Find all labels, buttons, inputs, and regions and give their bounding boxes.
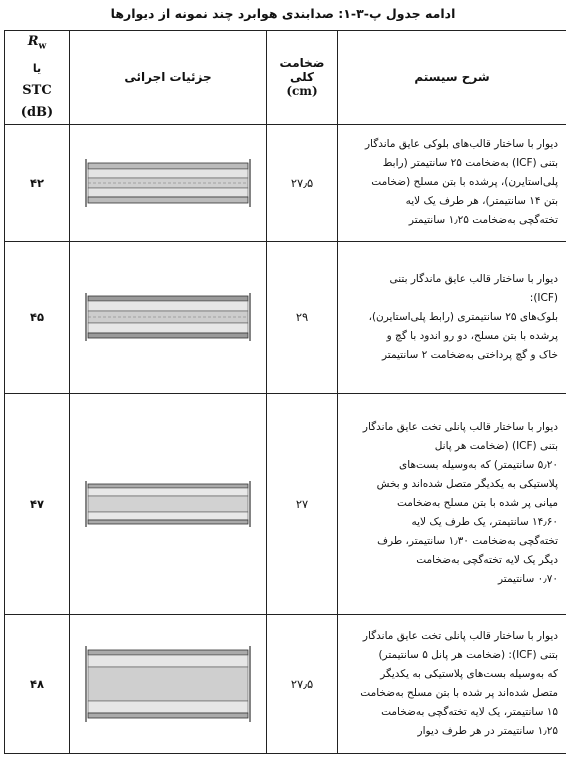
desc-line: ۰٫۷۰ سانتیمتر: [498, 573, 558, 586]
row-detail: [70, 393, 267, 614]
header-rating-unit: (dB): [20, 104, 54, 120]
desc-line: بتنی (ICF) (ضخامت هر پانل: [434, 440, 558, 453]
desc-line: ۱٫۲۵ سانتیمتر در هر طرف دیوار: [417, 724, 558, 737]
desc-line: بتنی (ICF) به‌ضخامت ۲۵ سانتیمتر (رابط: [382, 157, 558, 170]
desc-line: تخته‌گچی به‌ضخامت ۱٫۳۰ سانتیمتر، طرف: [377, 535, 558, 548]
header-rating-r: R: [27, 34, 39, 49]
row-rating: ۴۷: [5, 393, 70, 614]
wall-sound-insulation-table: [4, 30, 566, 754]
header-rating-or: یا: [32, 61, 42, 75]
desc-line: ۵٫۲۰ سانتیمتر) که به‌وسیله بست‌های: [399, 459, 558, 472]
desc-line: بتنی (ICF): (ضخامت هر پانل ۵ سانتیمتر): [378, 648, 558, 661]
header-description: شرح سیستم: [338, 31, 566, 125]
table-row: [5, 393, 566, 614]
row-thickness: ۲۷٫۵: [267, 614, 338, 753]
desc-line: ۱۵ سانتیمتر، یک لایه تخته‌گچی به‌ضخامت: [381, 705, 558, 718]
row-detail: [70, 241, 267, 393]
row-description: [338, 614, 566, 753]
desc-line: پرشده با بتن مسلح، دو رو اندود با گچ و: [386, 329, 558, 342]
desc-line: تخته‌گچی به‌ضخامت ۱٫۲۵ سانتیمتر: [408, 214, 558, 227]
desc-line: (ICF):: [529, 291, 558, 304]
desc-line: دیوار با ساختار قالب پانلی تخت عایق ماندگار: [362, 421, 558, 434]
desc-line: میانی پر شده با بتن مسلح به‌ضخامت: [396, 497, 558, 510]
row-rating: ۴۵: [5, 241, 70, 393]
desc-line: پلاستیکی به یکدیگر متصل شده‌اند و بخش: [376, 478, 558, 491]
header-thickness-line-3: (cm): [286, 84, 318, 99]
desc-line: دیوار با ساختار قالب‌های بلوکی عایق ماندگار: [364, 138, 558, 151]
desc-line: متصل شده‌اند پر شده با بتن مسلح به‌ضخامت: [360, 686, 558, 699]
row-thickness: ۲۷: [267, 393, 338, 614]
wall-section-icon: [82, 479, 254, 529]
row-thickness: ۲۹: [267, 241, 338, 393]
desc-line: خاک و گچ پرداختی به‌ضخامت ۲ سانتیمتر: [381, 348, 558, 361]
desc-line: ۱۴٫۶۰ سانتیمتر، یک طرف یک لایه: [411, 516, 558, 529]
table-row: [5, 614, 566, 753]
desc-line: دیوار با ساختار قالب عایق ماندگار بتنی: [389, 272, 558, 285]
row-detail: [70, 124, 267, 241]
header-thickness-line-1: ضخامت: [279, 56, 325, 71]
row-description: [338, 124, 566, 241]
header-details: جزئیات اجرائی: [70, 31, 267, 125]
desc-line: بتن ۱۴ سانتیمتر)، هر طرف یک لایه: [405, 195, 558, 208]
header-rating-stc: STC: [22, 82, 52, 98]
row-rating: ۴۸: [5, 614, 70, 753]
table-row: [5, 241, 566, 393]
header-row: [5, 31, 566, 125]
header-thickness: [267, 31, 338, 125]
wall-section-icon: [82, 644, 254, 724]
row-thickness: ۲۷٫۵: [267, 124, 338, 241]
desc-line: بلوک‌های ۲۵ سانتیمتری (رابط پلی‌استایرن)،: [368, 310, 558, 323]
header-rating-sub: w: [38, 41, 47, 52]
wall-section-icon: [82, 289, 254, 345]
row-description: [338, 393, 566, 614]
desc-line: پلی‌استایرن)، پرشده با بتن مسلح (ضخامت: [371, 176, 558, 189]
header-rating: [5, 31, 70, 125]
wall-section-icon: [82, 155, 254, 211]
header-rating-rw: [5, 31, 69, 58]
row-rating: ۴۲: [5, 124, 70, 241]
desc-line: دیگر یک لایه تخته‌گچی به‌ضخامت: [416, 554, 558, 567]
desc-line: که به‌وسیله بست‌های پلاستیکی به یکدیگر: [380, 667, 558, 680]
row-detail: [70, 614, 267, 753]
table-caption: ادامه جدول پ-۳-۱: صدابندی هوابرد چند نمونه از دیوارها: [110, 6, 456, 21]
header-thickness-line-2: کلی: [289, 70, 315, 85]
desc-line: دیوار با ساختار قالب پانلی تخت عایق ماندگار: [362, 629, 558, 642]
row-description: [338, 241, 566, 393]
table-row: [5, 124, 566, 241]
